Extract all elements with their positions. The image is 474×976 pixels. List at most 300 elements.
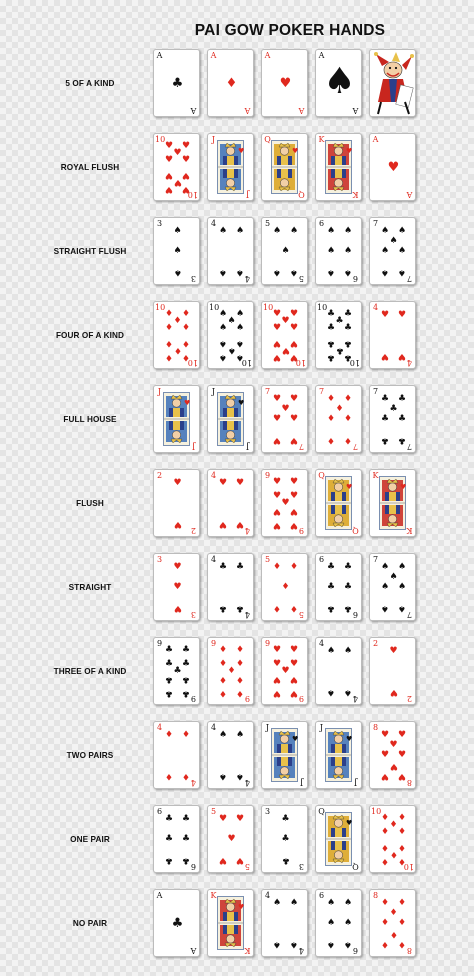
playing-card-j-hearts <box>207 133 254 201</box>
card-rank: 7 <box>264 387 271 396</box>
playing-card-a-clubs <box>153 49 200 117</box>
hand-label: STRAIGHT FLUSH <box>53 246 127 256</box>
hearts-icon: ♥ <box>227 834 236 844</box>
clubs-icon: ♣ <box>164 834 174 844</box>
hand-row <box>0 637 474 721</box>
playing-card-5-diamonds <box>261 553 308 621</box>
playing-card-4-hearts <box>369 301 416 369</box>
spades-icon: ♠ <box>380 226 390 236</box>
card-index <box>209 52 218 60</box>
svg-text:♥: ♥ <box>238 903 245 911</box>
hand-row <box>0 217 474 301</box>
diamonds-icon: ♦ <box>181 323 191 333</box>
playing-card-4-diamonds <box>153 721 200 789</box>
spades-icon: ♠ <box>326 646 336 656</box>
diamonds-icon: ♦ <box>181 352 191 362</box>
clubs-icon: ♣ <box>181 688 191 698</box>
spades-icon: ♠ <box>343 687 353 697</box>
card-rank: 4 <box>156 723 163 732</box>
hearts-icon: ♥ <box>289 491 299 501</box>
diamonds-icon: ♦ <box>218 688 228 698</box>
spades-icon: ♠ <box>343 226 353 236</box>
hand-row <box>0 553 474 637</box>
card-rank: 5 <box>298 274 305 283</box>
card-rank: A <box>244 106 251 115</box>
card-index <box>209 472 218 480</box>
diamonds-icon: ♦ <box>380 939 390 949</box>
hearts-icon: ♥ <box>173 603 182 613</box>
spades-icon: ♠ <box>173 226 182 236</box>
card-index <box>263 640 272 648</box>
clubs-icon: ♣ <box>181 855 191 865</box>
hearts-icon: ♥ <box>173 562 182 572</box>
card-rank: 3 <box>298 862 305 871</box>
card-index <box>189 106 198 114</box>
clubs-icon: ♣ <box>281 834 290 844</box>
hand-label: STRAIGHT <box>68 582 112 592</box>
spades-icon: ♠ <box>235 323 245 333</box>
face-card-icon <box>217 140 244 194</box>
card-rank: A <box>190 106 197 115</box>
diamonds-icon: ♦ <box>335 404 344 414</box>
playing-card-joker <box>369 49 416 117</box>
hearts-icon: ♥ <box>389 646 398 656</box>
clubs-icon: ♣ <box>181 659 191 669</box>
hearts-icon: ♥ <box>389 687 398 697</box>
card-rank: J <box>211 387 216 396</box>
diamonds-icon: ♦ <box>397 939 407 949</box>
svg-text:♥: ♥ <box>346 819 353 827</box>
card-rank: 6 <box>190 862 197 871</box>
card-rank: 7 <box>372 555 379 564</box>
card-index <box>297 862 306 870</box>
playing-card-5-hearts <box>207 805 254 873</box>
spades-icon: ♠ <box>218 267 228 277</box>
clubs-icon: ♣ <box>343 352 353 362</box>
hearts-icon: ♥ <box>272 435 282 445</box>
card-index <box>405 526 414 534</box>
playing-card-4-spades <box>207 217 254 285</box>
clubs-icon: ♣ <box>343 603 353 613</box>
hearts-icon: ♥ <box>218 814 228 824</box>
spades-icon: ♠ <box>397 226 407 236</box>
card-rank: 4 <box>244 274 251 283</box>
card-index <box>189 526 198 534</box>
hearts-icon: ♥ <box>272 659 282 669</box>
card-rank: 6 <box>352 946 359 955</box>
hearts-icon: ♥ <box>173 519 182 529</box>
hearts-icon: ♥ <box>380 730 390 740</box>
card-rank: 3 <box>190 610 197 619</box>
diamonds-icon: ♦ <box>235 645 245 655</box>
diamonds-icon: ♦ <box>218 645 228 655</box>
card-rank: 10 <box>155 303 166 312</box>
card-rank: 6 <box>318 219 325 228</box>
playing-card-3-hearts <box>153 553 200 621</box>
spades-icon: ♠ <box>326 898 336 908</box>
diamonds-icon: ♦ <box>235 688 245 698</box>
clubs-icon: ♣ <box>397 414 407 424</box>
card-index <box>155 724 164 732</box>
card-index <box>371 724 380 732</box>
spades-icon: ♠ <box>343 898 353 908</box>
playing-card-j-spades <box>315 721 362 789</box>
hearts-icon: ♥ <box>272 520 282 530</box>
card-rank: 4 <box>190 778 197 787</box>
card-rank: 6 <box>352 610 359 619</box>
card-rank: 3 <box>156 219 163 228</box>
card-rank: Q <box>318 471 325 480</box>
playing-card-10-hearts <box>261 301 308 369</box>
card-index <box>263 388 272 396</box>
card-index <box>263 472 272 480</box>
card-index <box>209 220 218 228</box>
hearts-icon: ♥ <box>289 477 299 487</box>
playing-card-7-hearts <box>261 385 308 453</box>
hearts-icon: ♥ <box>380 771 390 781</box>
playing-card-10-clubs <box>315 301 362 369</box>
diamonds-icon: ♦ <box>380 827 390 837</box>
card-rank: Q <box>264 135 271 144</box>
diamonds-icon: ♦ <box>397 856 407 866</box>
diamonds-icon: ♦ <box>218 674 228 684</box>
clubs-icon: ♣ <box>164 855 174 865</box>
face-card-icon <box>325 728 352 782</box>
playing-card-4-spades <box>315 637 362 705</box>
card-rank: K <box>210 891 217 900</box>
card-rank: 8 <box>372 891 379 900</box>
playing-card-9-diamonds <box>207 637 254 705</box>
playing-card-k-hearts <box>315 133 362 201</box>
clubs-icon: ♣ <box>380 435 390 445</box>
card-rank: 8 <box>406 778 413 787</box>
card-rank: 4 <box>352 694 359 703</box>
hand-label: THREE OF A KIND <box>53 666 127 676</box>
hearts-icon: ♥ <box>272 394 282 404</box>
diamonds-icon: ♦ <box>397 898 407 908</box>
card-rank: 10 <box>263 303 274 312</box>
diamonds-icon: ♦ <box>164 309 174 319</box>
spades-icon: ♠ <box>289 939 299 949</box>
clubs-icon: ♣ <box>380 394 390 404</box>
card-index <box>155 892 164 900</box>
hearts-icon: ♥ <box>164 170 174 180</box>
card-rank: 4 <box>210 471 217 480</box>
card-index <box>317 52 326 60</box>
diamonds-icon: ♦ <box>397 918 407 928</box>
clubs-icon: ♣ <box>235 603 245 613</box>
spades-icon: ♠ <box>343 918 353 928</box>
card-rank: 6 <box>156 807 163 816</box>
playing-card-5-spades <box>261 217 308 285</box>
hearts-icon: ♥ <box>389 761 398 771</box>
hand-label: FLUSH <box>76 498 104 508</box>
playing-card-4-spades <box>207 721 254 789</box>
svg-text:♥: ♥ <box>238 399 245 407</box>
hand-row <box>0 469 474 553</box>
clubs-icon: ♣ <box>326 323 336 333</box>
card-index <box>317 892 326 900</box>
diamonds-icon: ♦ <box>380 898 390 908</box>
card-rank: A <box>156 891 163 900</box>
playing-card-4-clubs <box>207 553 254 621</box>
spades-icon: ♠ <box>289 267 299 277</box>
spades-icon: ♠ <box>380 246 390 256</box>
spades-icon: ♠ <box>218 226 228 236</box>
card-index <box>371 220 380 228</box>
hearts-icon: ♥ <box>289 435 299 445</box>
hearts-icon: ♥ <box>173 148 182 158</box>
card-index <box>371 136 380 144</box>
card-rank: 4 <box>210 555 217 564</box>
spades-icon: ♠ <box>235 226 245 236</box>
card-index <box>243 106 252 114</box>
hands-chart <box>0 49 474 973</box>
card-rank: 3 <box>264 807 271 816</box>
playing-card-9-hearts <box>261 469 308 537</box>
diamonds-icon: ♦ <box>389 908 398 918</box>
hand-row <box>0 721 474 805</box>
spades-icon: ♠ <box>389 572 398 582</box>
hearts-icon: ♥ <box>387 160 400 175</box>
clubs-icon: ♣ <box>164 645 174 655</box>
diamonds-icon: ♦ <box>173 316 182 326</box>
card-index <box>155 52 164 60</box>
hearts-icon: ♥ <box>164 141 174 151</box>
spades-icon: ♠ <box>227 316 236 326</box>
card-index <box>351 190 360 198</box>
card-rank: 7 <box>298 442 305 451</box>
hearts-icon: ♥ <box>289 674 299 684</box>
playing-card-9-clubs <box>153 637 200 705</box>
clubs-icon: ♣ <box>326 352 336 362</box>
card-rank: A <box>406 190 413 199</box>
diamonds-icon: ♦ <box>173 345 182 355</box>
card-rank: J <box>191 442 196 451</box>
card-rank: 2 <box>190 526 197 535</box>
playing-card-j-clubs <box>261 721 308 789</box>
hand-row <box>0 385 474 469</box>
playing-card-a-hearts <box>261 49 308 117</box>
hearts-icon: ♥ <box>235 478 245 488</box>
spades-icon: ♠ <box>272 939 282 949</box>
diamonds-icon: ♦ <box>164 338 174 348</box>
hearts-icon: ♥ <box>181 170 191 180</box>
card-index <box>351 526 360 534</box>
hearts-icon: ♥ <box>289 688 299 698</box>
card-index <box>243 190 252 198</box>
clubs-icon: ♣ <box>343 338 353 348</box>
diamonds-icon: ♦ <box>380 918 390 928</box>
hearts-icon: ♥ <box>218 478 228 488</box>
spades-icon: ♠ <box>281 246 290 256</box>
diamonds-icon: ♦ <box>326 435 336 445</box>
card-rank: K <box>352 190 359 199</box>
spades-icon: ♠ <box>289 226 299 236</box>
card-rank: J <box>245 442 250 451</box>
clubs-icon: ♣ <box>389 404 398 414</box>
hearts-icon: ♥ <box>279 76 292 91</box>
card-index <box>209 556 218 564</box>
clubs-icon: ♣ <box>173 666 182 676</box>
spades-icon: ♠ <box>272 267 282 277</box>
card-index <box>155 304 164 312</box>
card-rank: 4 <box>264 891 271 900</box>
svg-text:♥: ♥ <box>292 735 299 743</box>
card-rank: A <box>298 106 305 115</box>
face-card-icon <box>271 140 298 194</box>
playing-card-6-clubs <box>315 553 362 621</box>
playing-card-a-diamonds <box>207 49 254 117</box>
clubs-icon: ♣ <box>218 603 228 613</box>
card-rank: 10 <box>241 358 252 367</box>
hand-label: FOUR OF A KIND <box>55 330 125 340</box>
playing-card-j-diamonds <box>153 385 200 453</box>
card-rank: 9 <box>264 471 271 480</box>
clubs-icon: ♣ <box>343 323 353 333</box>
hearts-icon: ♥ <box>281 498 290 508</box>
card-rank: 4 <box>210 219 217 228</box>
hand-row <box>0 805 474 889</box>
diamonds-icon: ♦ <box>181 730 191 740</box>
playing-card-2-hearts <box>369 637 416 705</box>
hearts-icon: ♥ <box>397 730 407 740</box>
playing-card-a-spades <box>315 49 362 117</box>
card-index <box>155 808 164 816</box>
clubs-icon: ♣ <box>335 345 344 355</box>
clubs-icon: ♣ <box>397 435 407 445</box>
card-rank: 7 <box>352 442 359 451</box>
card-rank: 6 <box>318 891 325 900</box>
playing-card-10-diamonds <box>153 301 200 369</box>
card-index <box>317 304 326 312</box>
spades-icon: ♠ <box>235 309 245 319</box>
hearts-icon: ♥ <box>289 659 299 669</box>
card-rank: 5 <box>264 219 271 228</box>
hearts-icon: ♥ <box>289 506 299 516</box>
card-rank: 9 <box>156 639 163 648</box>
hearts-icon: ♥ <box>235 519 245 529</box>
card-index <box>189 442 198 450</box>
spades-icon: ♠ <box>235 267 245 277</box>
clubs-icon: ♣ <box>171 916 184 931</box>
hearts-icon: ♥ <box>235 814 245 824</box>
hand-label: ONE PAIR <box>70 834 110 844</box>
hand-row <box>0 49 474 133</box>
spades-icon: ♠ <box>323 61 356 102</box>
playing-card-q-spades <box>315 805 362 873</box>
diamonds-icon: ♦ <box>181 338 191 348</box>
card-rank: 7 <box>318 387 325 396</box>
diamonds-icon: ♦ <box>272 562 282 572</box>
face-card-icon <box>217 896 244 950</box>
playing-card-7-diamonds <box>315 385 362 453</box>
diamonds-icon: ♦ <box>380 842 390 852</box>
playing-card-7-spades <box>369 217 416 285</box>
card-rank: 4 <box>244 778 251 787</box>
spades-icon: ♠ <box>380 603 390 613</box>
spades-icon: ♠ <box>272 226 282 236</box>
card-rank: 7 <box>406 274 413 283</box>
card-rank: 4 <box>406 358 413 367</box>
spades-icon: ♠ <box>218 323 228 333</box>
clubs-icon: ♣ <box>326 582 336 592</box>
spades-icon: ♠ <box>326 226 336 236</box>
card-index <box>263 304 272 312</box>
diamonds-icon: ♦ <box>389 820 398 830</box>
clubs-icon: ♣ <box>326 603 336 613</box>
card-index <box>405 694 414 702</box>
card-rank: J <box>265 723 270 732</box>
hearts-icon: ♥ <box>218 855 228 865</box>
diamonds-icon: ♦ <box>164 730 174 740</box>
face-card-icon <box>379 476 406 530</box>
spades-icon: ♠ <box>343 246 353 256</box>
card-index <box>351 106 360 114</box>
card-index <box>209 304 218 312</box>
playing-card-j-spades <box>207 385 254 453</box>
card-rank: 7 <box>406 442 413 451</box>
clubs-icon: ♣ <box>171 76 184 91</box>
svg-text:♥: ♥ <box>238 147 245 155</box>
hearts-icon: ♥ <box>235 855 245 865</box>
playing-card-2-hearts <box>153 469 200 537</box>
card-index <box>371 892 380 900</box>
spades-icon: ♠ <box>289 898 299 908</box>
hand-row <box>0 889 474 973</box>
card-rank: J <box>245 190 250 199</box>
hearts-icon: ♥ <box>281 345 290 355</box>
hearts-icon: ♥ <box>281 404 290 414</box>
playing-card-8-hearts <box>369 721 416 789</box>
card-rank: A <box>264 51 271 60</box>
card-rank: 9 <box>298 526 305 535</box>
hand-label: FULL HOUSE <box>63 414 117 424</box>
clubs-icon: ♣ <box>235 562 245 572</box>
card-rank: Q <box>298 190 305 199</box>
face-card-icon <box>217 392 244 446</box>
diamonds-icon: ♦ <box>326 394 336 404</box>
card-index <box>371 556 380 564</box>
hand-row <box>0 133 474 217</box>
hearts-icon: ♥ <box>397 351 407 361</box>
playing-card-6-spades <box>315 889 362 957</box>
diamonds-icon: ♦ <box>281 582 290 592</box>
card-index <box>263 52 272 60</box>
hearts-icon: ♥ <box>289 394 299 404</box>
card-rank: 6 <box>352 274 359 283</box>
hearts-icon: ♥ <box>397 750 407 760</box>
hearts-icon: ♥ <box>389 740 398 750</box>
card-index <box>189 946 198 954</box>
clubs-icon: ♣ <box>181 814 191 824</box>
card-rank: 5 <box>298 610 305 619</box>
spades-icon: ♠ <box>380 582 390 592</box>
hand-label: NO PAIR <box>72 918 108 928</box>
card-rank: 5 <box>264 555 271 564</box>
spades-icon: ♠ <box>218 771 228 781</box>
card-rank: 9 <box>210 639 217 648</box>
playing-card-4-spades <box>261 889 308 957</box>
spades-icon: ♠ <box>218 352 228 362</box>
card-rank: 4 <box>210 723 217 732</box>
hearts-icon: ♥ <box>181 141 191 151</box>
card-rank: 2 <box>406 694 413 703</box>
hearts-icon: ♥ <box>289 645 299 655</box>
hearts-icon: ♥ <box>272 491 282 501</box>
diamonds-icon: ♦ <box>227 666 236 676</box>
svg-text:♥: ♥ <box>292 147 299 155</box>
